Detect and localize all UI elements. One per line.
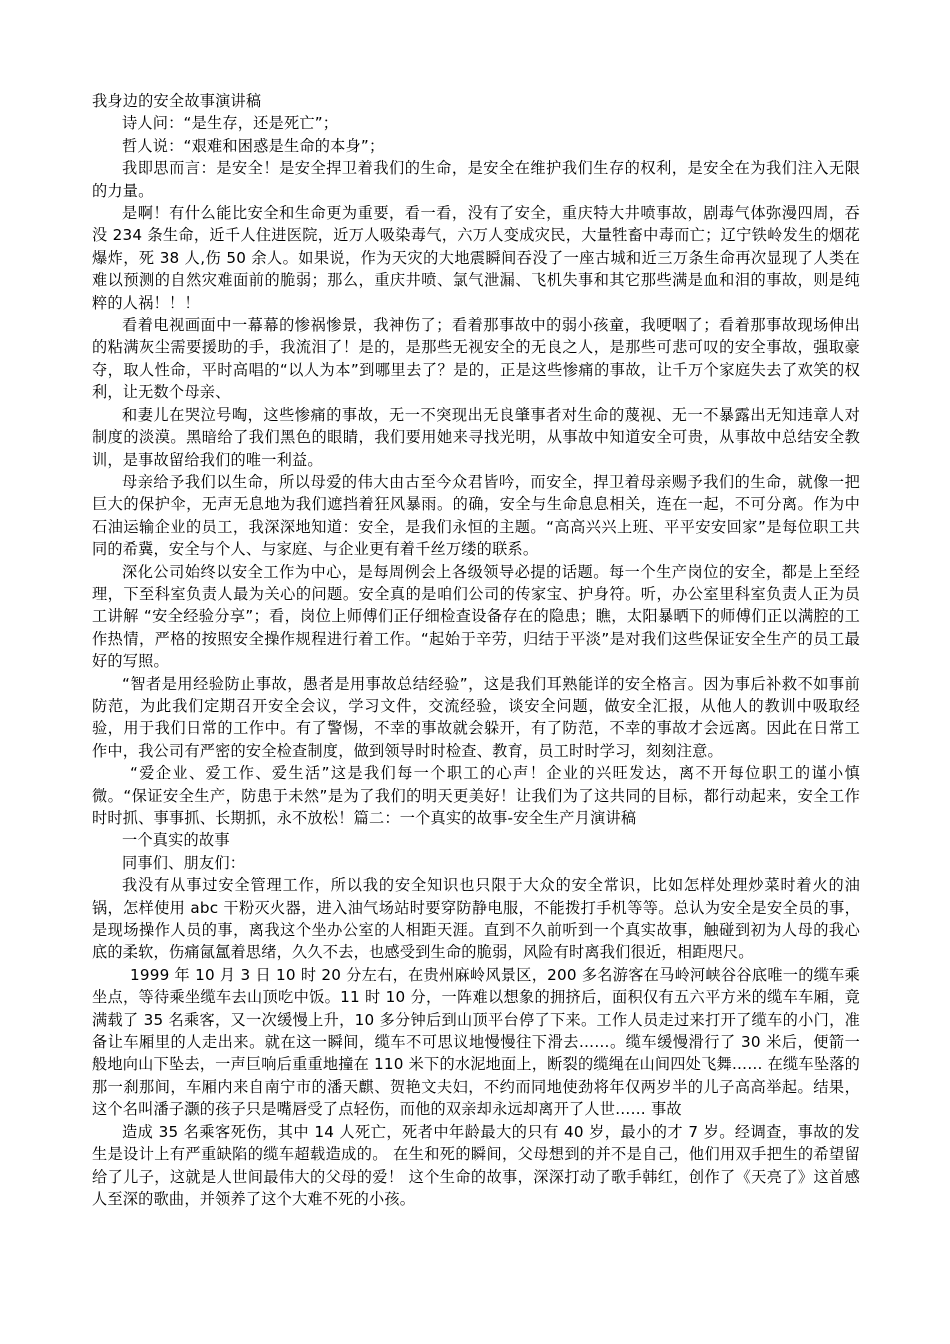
section-title-true-story: 一个真实的故事 xyxy=(122,831,230,850)
paragraph-safety-answer: 我即思而言：是安全！是安全捍卫着我们的生命，是安全在维护我们生存的权利，是安全在为我们注入无限的力量。 xyxy=(92,159,860,200)
paragraph-love-enterprise: “爱企业、爱工作、爱生活”这是我们每一个职工的心声！企业的兴旺发达，离不开每位职工的谨小慎微。“保证安全生产，防患于未然”是为了我们的明天更美好！让我们为了这共同的目标，都行动起来，安全工作时时抓、事事抓、长期抓，永不放松！篇二：一个真实的故事-安全生产月演讲稿 xyxy=(92,764,860,827)
paragraph-tv-scenes: 看着电视画面中一幕幕的惨祸惨景，我神伤了；看着那事故中的弱小孩童，我哽咽了；看着那事故现场伸出的粘满灰尘需要援助的手，我流泪了！是的，是那些无视安全的无良之人，是那些可悲可叹的安全事故，强取豪夺，取人性命，平时高唱的“以人为本”到哪里去了？是的，正是这些惨痛的事故，让千万个家庭失去了欢笑的权利，让无数个母亲、 xyxy=(92,316,860,402)
paragraph-accident-outcome: 造成 35 名乘客死伤，其中 14 人死亡，死者中年龄最大的只有 40 岁，最小的才 7 岁。经调查，事故的发生是设计上有严重缺陷的缆车超载造成的。 在生和死的瞬间，父母想到的并不是自己，他们用双手把生的希望留给了儿子，这就是人世间最伟大的父母的爱！ 这个生命的故事，深深打动了歌手韩红，创作了《天亮了》这首感人至深的歌曲，并领养了这个大难不死的小孩。 xyxy=(92,1122,860,1208)
paragraph-philosopher-saying: 哲人说：“艰难和困惑是生命的本身”； xyxy=(122,136,385,155)
document-title: 我身边的安全故事演讲稿 xyxy=(92,92,262,110)
paragraph-cable-car-accident: 1999 年 10 月 3 日 10 时 20 分左右，在贵州麻岭风景区，200 多名游客在马岭河峡谷谷底唯一的缆车乘坐点，等待乘坐缆车去山顶吃中饭。11 时 10 分，一阵难以想象的拥挤后，面积仅有五六平方米的缆车车厢，竟满载了 35 名乘客，又一次缓慢上升，10 多分钟后到山顶平台停了下来。工作人员走过来打开了缆车的小门，准备让车厢里的人走出来。就在这一瞬间，缆车不可思议地慢慢往下滑去……。缆车缓慢滑行了 30 米后，便箭一般地向山下坠去，一声巨响后重重地撞在 110 米下的水泥地面上，断裂的缆绳在山间四处飞舞…… 在缆车坠落的那一刹那间，车厢内来自南宁市的潘天麒、贺艳文夫妇，不约而同地使劲将年仅两岁半的儿子高高举起。结果，这个名叫潘子灏的孩子只是嘴唇受了点轻伤，而他的双亲却永远却离开了人世…… 事故 xyxy=(92,965,860,1119)
paragraph-safety-knowledge: 我没有从事过安全管理工作，所以我的安全知识也只限于大众的安全常识，比如怎样处理炒菜时着火的油锅，怎样使用 abc 干粉灭火器，进入油气场站时要穿防静电服，不能拨打手机等等。总认为安全是安全员的事，是现场操作人员的事，离我这个坐办公室的人相距天涯。直到不久前听到一个真实故事，触碰到初为人母的我心底的柔软，伤痛氤氲着思绪，久久不去，也感受到生命的脆弱，风险有时离我们很近，相距咫尺。 xyxy=(92,876,860,962)
paragraph-lessons: 和妻儿在哭泣号啕，这些惨痛的事故，无一不突现出无良肇事者对生命的蔑视、无一不暴露出无知违章人对制度的淡漠。黑暗给了我们黑色的眼睛，我们要用她来寻找光明，从事故中知道安全可贵，从事故中总结安全教训，是事故留给我们的唯一利益。 xyxy=(92,405,860,469)
paragraph-experience-motto: “智者是用经验防止事故，愚者是用事故总结经验”，这是我们耳熟能详的安全格言。因为事后补救不如事前防范，为此我们定期召开安全会议，学习文件，交流经验，谈安全问题，做安全汇报，从他人的教训中吸取经验，用于我们日常的工作中。有了警惕，不幸的事故就会躲开，有了防范，不幸的事故才会远离。因此在日常工作中，我公司有严密的安全检查制度，做到领导时时检查、教育，员工时时学习，刻刻注意。 xyxy=(92,674,860,760)
paragraph-poet-question: 诗人问：“是生存，还是死亡”； xyxy=(122,114,339,133)
paragraph-greeting: 同事们、朋友们： xyxy=(122,853,246,872)
paragraph-company-safety: 深化公司始终以安全工作为中心，是每周例会上各级领导必提的话题。每一个生产岗位的安全，都是上至经理，下至科室负责人最为关心的问题。安全真的是咱们公司的传家宝、护身符。听，办公室里科室负责人正为员工讲解 “安全经验分享”；看，岗位上师傅们正仔细检查设备存在的隐患；瞧，太阳暴晒下的师傅们正以满腔的工作热情，严格的按照安全操作规程进行着工作。“起始于辛劳，归结于平淡”是对我们这些保证安全生产的员工最好的写照。 xyxy=(92,562,860,671)
paragraph-mother-life: 母亲给予我们以生命，所以母爱的伟大由古至今众君皆吟，而安全，捍卫着母亲赐予我们的生命，就像一把巨大的保护伞，无声无息地为我们遮挡着狂风暴雨。的确，安全与生命息息相关，连在一起，不可分离。作为中石油运输企业的员工，我深深地知道：安全，是我们永恒的主题。“高高兴兴上班、平平安安回家”是每位职工共同的希冀，安全与个人、与家庭、与企业更有着千丝万缕的联系。 xyxy=(92,472,860,559)
document-page xyxy=(92,90,860,1210)
paragraph-accidents: 是啊！有什么能比安全和生命更为重要，看一看，没有了安全，重庆特大井喷事故，剧毒气体弥漫四周，吞没 234 条生命，近千人住进医院，近万人吸染毒气，六万人变成灾民，大量牲畜中毒而亡；辽宁铁岭发生的烟花爆炸，死 38 人,伤 50 余人。如果说，作为天灾的大地震瞬间吞没了一座古城和近三万条生命再次显现了人类在难以预测的自然灾难面前的脆弱；那么，重庆井喷、氯气泄漏、飞机失事和其它那些满是血和泪的事故，则是纯粹的人祸！！！ xyxy=(92,204,860,312)
